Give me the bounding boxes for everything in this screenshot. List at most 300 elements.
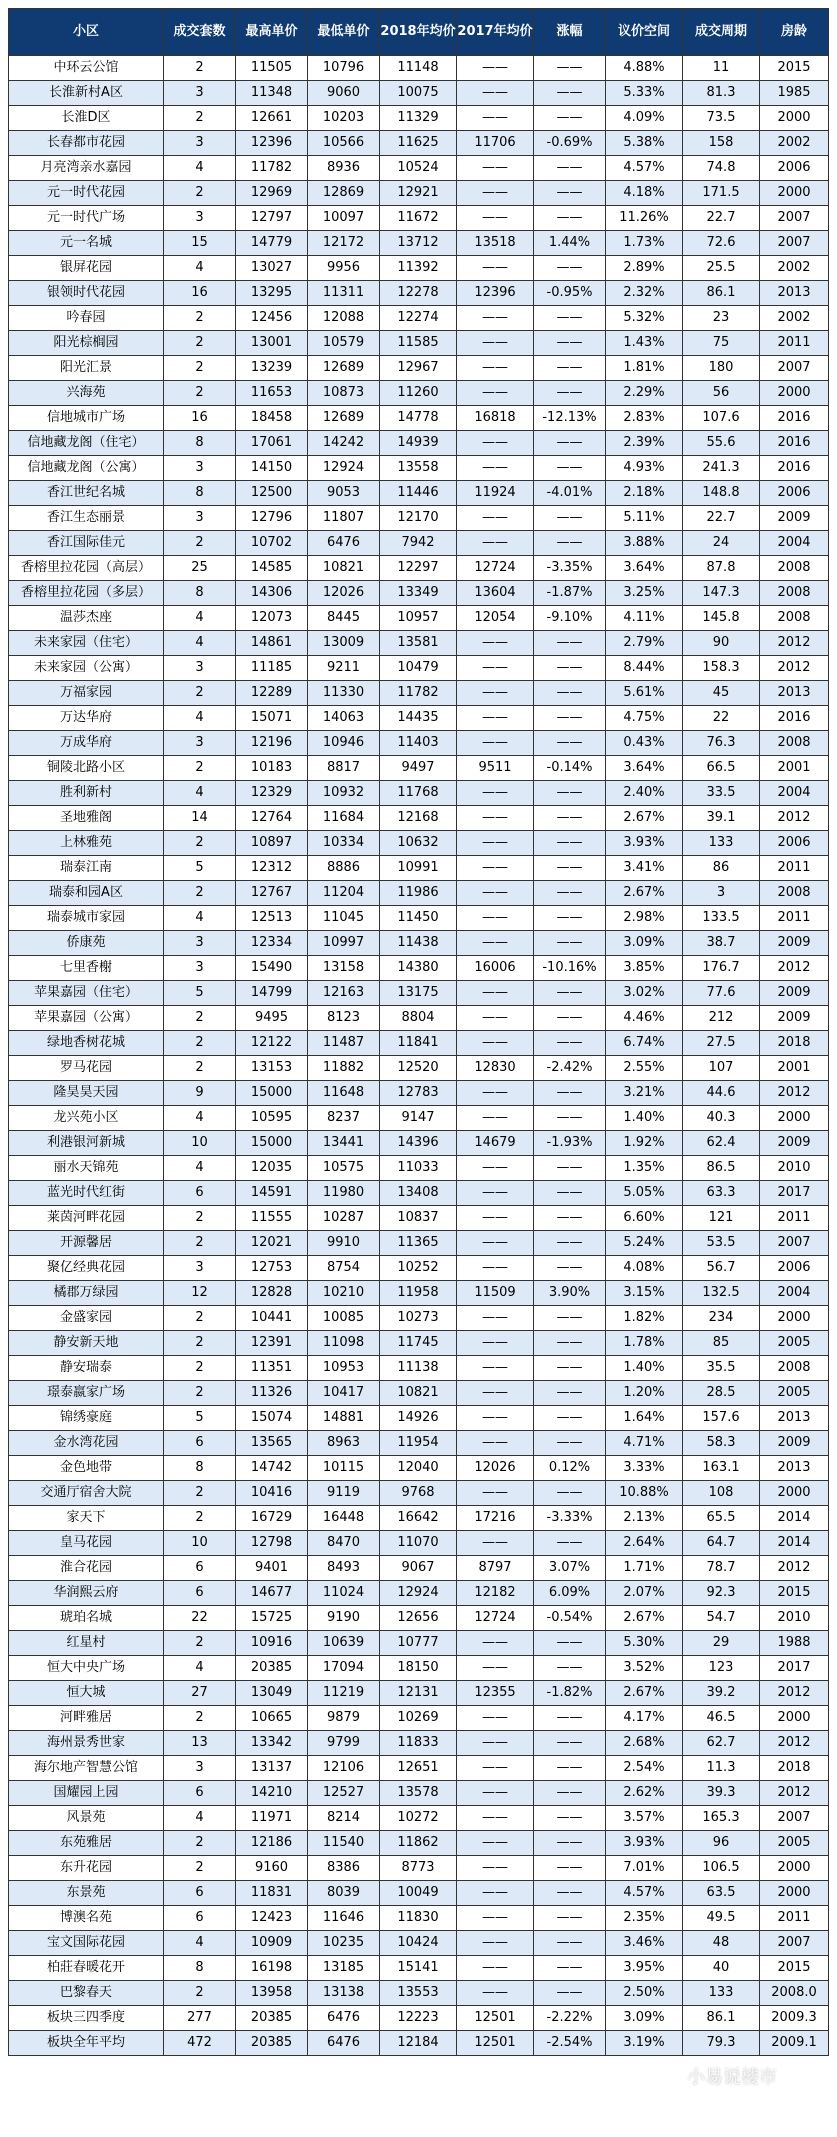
community-name-cell: 香榕里拉花园（高层） [9,556,164,581]
table-cell: —— [457,1106,534,1131]
community-name-cell: 绿地香树花城 [9,1031,164,1056]
table-cell: 2 [164,831,236,856]
table-cell: 2.50% [606,1981,683,2006]
table-cell: 39.1 [683,806,760,831]
table-cell: 2 [164,1706,236,1731]
table-cell: —— [534,1856,606,1881]
community-name-cell: 静安瑞泰 [9,1356,164,1381]
table-cell: 2011 [760,1206,829,1231]
table-cell: 10566 [308,131,380,156]
table-cell: 64.7 [683,1531,760,1556]
table-cell: 28.5 [683,1381,760,1406]
table-cell: 2005 [760,1381,829,1406]
table-cell: —— [457,1631,534,1656]
table-cell: 12040 [380,1456,457,1481]
table-cell: 158.3 [683,656,760,681]
table-cell: 12035 [236,1156,308,1181]
table-cell: —— [457,1406,534,1431]
table-cell: 10269 [380,1706,457,1731]
community-name-cell: 巴黎春天 [9,1981,164,2006]
table-cell: 3 [164,656,236,681]
table-cell: 4.17% [606,1706,683,1731]
table-cell: 10639 [308,1631,380,1656]
table-cell: 8 [164,1456,236,1481]
table-cell: 13581 [380,631,457,656]
table-cell: —— [457,1981,534,2006]
table-cell: —— [534,1206,606,1231]
table-row [9,556,829,581]
table-cell: —— [457,1181,534,1206]
table-cell: 9119 [308,1481,380,1506]
table-cell: 75 [683,331,760,356]
table-cell: 11365 [380,1231,457,1256]
table-cell: 11392 [380,256,457,281]
table-cell: 4 [164,1106,236,1131]
table-row [9,1306,829,1331]
table-cell: 12106 [308,1756,380,1781]
table-cell: 11782 [236,156,308,181]
table-cell: —— [457,1806,534,1831]
table-cell: 12527 [308,1781,380,1806]
table-cell: 163.1 [683,1456,760,1481]
table-cell: —— [457,1781,534,1806]
table-cell: —— [534,706,606,731]
table-cell: 2000 [760,106,829,131]
table-cell: 3.15% [606,1281,683,1306]
table-cell: 4 [164,906,236,931]
table-cell: —— [457,1356,534,1381]
table-cell: 2009 [760,506,829,531]
table-cell: —— [457,56,534,81]
table-cell: —— [457,806,534,831]
table-cell: 14210 [236,1781,308,1806]
table-row [9,1731,829,1756]
table-cell: 2009 [760,931,829,956]
table-cell: 40.3 [683,1106,760,1131]
table-cell: 2000 [760,1856,829,1881]
table-cell: 8936 [308,156,380,181]
table-cell: 3.33% [606,1456,683,1481]
table-row [9,1331,829,1356]
table-row [9,1656,829,1681]
table-cell: 9160 [236,1856,308,1881]
table-cell: -3.33% [534,1506,606,1531]
table-cell: 2012 [760,1781,829,1806]
table-cell: 133 [683,831,760,856]
table-cell: —— [534,1481,606,1506]
table-cell: -1.87% [534,581,606,606]
table-cell: 12122 [236,1031,308,1056]
table-cell: 2 [164,106,236,131]
table-cell: 3.57% [606,1806,683,1831]
table-cell: 12168 [380,806,457,831]
table-cell: 12054 [457,606,534,631]
table-cell: 2 [164,356,236,381]
table-cell: 12924 [308,456,380,481]
table-cell: 3.52% [606,1656,683,1681]
table-cell: 8886 [308,856,380,881]
table-cell: 12186 [236,1831,308,1856]
table-cell: -0.95% [534,281,606,306]
table-cell: —— [534,906,606,931]
table-cell: —— [534,331,606,356]
table-row [9,581,829,606]
table-cell: 4.46% [606,1006,683,1031]
table-cell: 2.13% [606,1506,683,1531]
table-cell: 14677 [236,1581,308,1606]
community-name-cell: 元一名城 [9,231,164,256]
table-cell: 3.64% [606,556,683,581]
community-name-cell: 恒大中央广场 [9,1656,164,1681]
table-cell: 4.71% [606,1431,683,1456]
table-cell: 10997 [308,931,380,956]
table-cell: 11219 [308,1681,380,1706]
table-cell: 2.07% [606,1581,683,1606]
table-cell: 3.41% [606,856,683,881]
table-cell: -4.01% [534,481,606,506]
table-cell: —— [457,1331,534,1356]
table-cell: 12967 [380,356,457,381]
watermark-text: 小易说楼市 [687,2067,777,2088]
table-cell: 2002 [760,306,829,331]
table-cell: 8817 [308,756,380,781]
table-cell: 1.44% [534,231,606,256]
table-cell: 10932 [308,781,380,806]
table-cell: 148.8 [683,481,760,506]
table-cell: 81.3 [683,81,760,106]
table-row [9,1706,829,1731]
table-cell: —— [457,731,534,756]
table-cell: -0.54% [534,1606,606,1631]
community-name-cell: 铜陵北路小区 [9,756,164,781]
table-cell: 14881 [308,1406,380,1431]
table-cell: 12131 [380,1681,457,1706]
table-cell: 15141 [380,1956,457,1981]
table-cell: 3 [164,506,236,531]
table-cell: —— [457,81,534,106]
table-cell: —— [457,431,534,456]
table-cell: 11958 [380,1281,457,1306]
table-cell: —— [534,1981,606,2006]
table-cell: 2.40% [606,781,683,806]
table-cell: 79.3 [683,2031,760,2056]
table-cell: -2.22% [534,2006,606,2031]
table-cell: 73.5 [683,106,760,131]
table-cell: 2014 [760,1506,829,1531]
table-cell: 13138 [308,1981,380,2006]
table-cell: 25 [164,556,236,581]
table-cell: —— [534,1431,606,1456]
table-cell: 10287 [308,1206,380,1231]
table-cell: —— [534,306,606,331]
table-cell: 1985 [760,81,829,106]
table-cell: 11326 [236,1381,308,1406]
table-cell: 2001 [760,1056,829,1081]
table-cell: 2010 [760,1606,829,1631]
table-cell: 9879 [308,1706,380,1731]
table-cell: 157.6 [683,1406,760,1431]
community-name-cell: 香江世纪名城 [9,481,164,506]
table-cell: 11653 [236,381,308,406]
table-cell: 2008 [760,556,829,581]
table-cell: 3.02% [606,981,683,1006]
table-cell: 12184 [380,2031,457,2056]
table-cell: 15725 [236,1606,308,1631]
table-cell: 8237 [308,1106,380,1131]
table-cell: 11882 [308,1056,380,1081]
table-cell: 11260 [380,381,457,406]
table-cell: -2.54% [534,2031,606,2056]
table-cell: 5.24% [606,1231,683,1256]
table-cell: 11.26% [606,206,683,231]
table-cell: 78.7 [683,1556,760,1581]
table-cell: 29 [683,1631,760,1656]
table-row [9,881,829,906]
table-cell: 46.5 [683,1706,760,1731]
community-name-cell: 聚亿经典花园 [9,1256,164,1281]
table-cell: 11487 [308,1031,380,1056]
table-row [9,681,829,706]
table-cell: -0.69% [534,131,606,156]
table-cell: 12021 [236,1231,308,1256]
table-cell: —— [457,706,534,731]
table-row [9,831,829,856]
table-row [9,1631,829,1656]
community-name-cell: 龙兴苑小区 [9,1106,164,1131]
table-cell: 2018 [760,1031,829,1056]
table-cell: —— [457,1381,534,1406]
table-cell: 10821 [380,1381,457,1406]
table-cell: 16729 [236,1506,308,1531]
community-name-cell: 利港银河新城 [9,1131,164,1156]
table-cell: 12026 [457,1456,534,1481]
table-cell: 8963 [308,1431,380,1456]
table-cell: 2012 [760,1556,829,1581]
table-cell: 2015 [760,1581,829,1606]
table-cell: 3.88% [606,531,683,556]
table-cell: 39.2 [683,1681,760,1706]
community-name-cell: 阳光棕榈园 [9,331,164,356]
table-cell: 2.54% [606,1756,683,1781]
table-cell: 234 [683,1306,760,1331]
table-cell: 2 [164,531,236,556]
table-cell: 10424 [380,1931,457,1956]
table-cell: 11 [683,56,760,81]
table-cell: 12500 [236,481,308,506]
table-cell: 9956 [308,256,380,281]
table-cell: 5 [164,856,236,881]
table-cell: —— [457,981,534,1006]
table-row [9,956,829,981]
table-cell: 12223 [380,2006,457,2031]
table-cell: —— [534,1656,606,1681]
table-cell: 1.78% [606,1331,683,1356]
table-cell: —— [457,1431,534,1456]
community-name-cell: 香江国际佳元 [9,531,164,556]
table-cell: 4 [164,1156,236,1181]
table-cell: 12329 [236,781,308,806]
table-cell: —— [457,1756,534,1781]
table-cell: 10203 [308,106,380,131]
table-cell: 22 [683,706,760,731]
table-cell: —— [534,1331,606,1356]
table-row [9,1506,829,1531]
table-cell: —— [534,1631,606,1656]
table-cell: —— [457,1831,534,1856]
table-cell: 3.93% [606,1831,683,1856]
table-cell: 10115 [308,1456,380,1481]
community-name-cell: 宝文国际花园 [9,1931,164,1956]
table-row [9,156,829,181]
table-cell: 8754 [308,1256,380,1281]
table-row [9,1431,829,1456]
table-cell: 12396 [236,131,308,156]
table-row [9,856,829,881]
table-cell: 13158 [308,956,380,981]
table-cell: 9495 [236,1006,308,1031]
community-name-cell: 上林雅苑 [9,831,164,856]
table-cell: 2007 [760,1931,829,1956]
table-cell: 11684 [308,806,380,831]
table-row [9,1681,829,1706]
table-cell: 10777 [380,1631,457,1656]
table-cell: 13349 [380,581,457,606]
table-cell: 3.25% [606,581,683,606]
table-cell: 5.11% [606,506,683,531]
table-cell: 107.6 [683,406,760,431]
table-cell: 2 [164,881,236,906]
table-cell: —— [534,1181,606,1206]
table-cell: 3.46% [606,1931,683,1956]
table-cell: 2012 [760,1081,829,1106]
table-row [9,381,829,406]
table-cell: 4 [164,156,236,181]
table-cell: 10272 [380,1806,457,1831]
table-cell: 62.7 [683,1731,760,1756]
table-cell: 12797 [236,206,308,231]
table-cell: —— [534,1031,606,1056]
table-cell: —— [457,381,534,406]
community-name-cell: 金水湾花园 [9,1431,164,1456]
table-cell: —— [534,1906,606,1931]
community-name-cell: 未来家园（住宅） [9,631,164,656]
table-cell: 158 [683,131,760,156]
table-cell: 12182 [457,1581,534,1606]
table-cell: 14861 [236,631,308,656]
table-cell: —— [534,1231,606,1256]
table-cell: 8797 [457,1556,534,1581]
community-name-cell: 璟泰嬴家广场 [9,1381,164,1406]
table-cell: 6476 [308,2031,380,2056]
table-row [9,481,829,506]
table-cell: —— [534,681,606,706]
table-cell: 38.7 [683,931,760,956]
table-cell: 10417 [308,1381,380,1406]
table-cell: 11807 [308,506,380,531]
table-cell: 2.18% [606,481,683,506]
table-cell: 12297 [380,556,457,581]
community-name-cell: 温莎杰座 [9,606,164,631]
table-cell: 2007 [760,1806,829,1831]
table-row [9,731,829,756]
table-row [9,1106,829,1131]
table-row [9,56,829,81]
table-cell: 10632 [380,831,457,856]
table-row [9,756,829,781]
table-cell: 15000 [236,1081,308,1106]
table-cell: —— [457,1706,534,1731]
table-cell: 6 [164,1431,236,1456]
table-cell: 12651 [380,1756,457,1781]
table-cell: 18150 [380,1656,457,1681]
table-cell: 16 [164,406,236,431]
community-name-cell: 恒大城 [9,1681,164,1706]
table-cell: —— [457,356,534,381]
header-cell: 2018年均价 [380,9,457,56]
table-cell: 10579 [308,331,380,356]
table-cell: 2 [164,681,236,706]
table-row [9,331,829,356]
table-cell: 13518 [457,231,534,256]
table-cell: 2009 [760,1006,829,1031]
table-cell: 11024 [308,1581,380,1606]
community-name-cell: 琥珀名城 [9,1606,164,1631]
community-name-cell: 海尔地产智慧公馆 [9,1756,164,1781]
table-cell: 12 [164,1281,236,1306]
table-cell: 2000 [760,1106,829,1131]
table-cell: 11348 [236,81,308,106]
table-cell: 2.68% [606,1731,683,1756]
table-cell: 4.93% [606,456,683,481]
table-cell: 2005 [760,1831,829,1856]
community-name-cell: 阳光汇景 [9,356,164,381]
table-cell: —— [457,1006,534,1031]
table-cell: 2016 [760,431,829,456]
table-row [9,1606,829,1631]
table-row [9,1156,829,1181]
table-cell: 12921 [380,181,457,206]
table-cell: 2.67% [606,1606,683,1631]
table-cell: 12767 [236,881,308,906]
table-cell: 10796 [308,56,380,81]
community-name-cell: 柏莊春暖花开 [9,1956,164,1981]
table-cell: 2 [164,1356,236,1381]
table-cell: —— [457,781,534,806]
table-cell: 2006 [760,831,829,856]
table-row [9,1531,829,1556]
table-cell: 4.75% [606,706,683,731]
table-cell: 2 [164,381,236,406]
table-cell: 12289 [236,681,308,706]
community-name-cell: 风景苑 [9,1806,164,1831]
table-row [9,1131,829,1156]
table-cell: 2012 [760,1681,829,1706]
table-cell: 56.7 [683,1256,760,1281]
community-name-cell: 板块三四季度 [9,2006,164,2031]
community-name-cell: 未来家园（公寓） [9,656,164,681]
table-row [9,1381,829,1406]
table-cell: 4 [164,256,236,281]
table-body [9,56,829,2056]
table-row [9,931,829,956]
table-cell: —— [457,181,534,206]
table-cell: 12689 [308,356,380,381]
table-cell: —— [457,156,534,181]
table-row [9,281,829,306]
table-cell: 2018 [760,1756,829,1781]
table-cell: 9401 [236,1556,308,1581]
table-cell: 14799 [236,981,308,1006]
